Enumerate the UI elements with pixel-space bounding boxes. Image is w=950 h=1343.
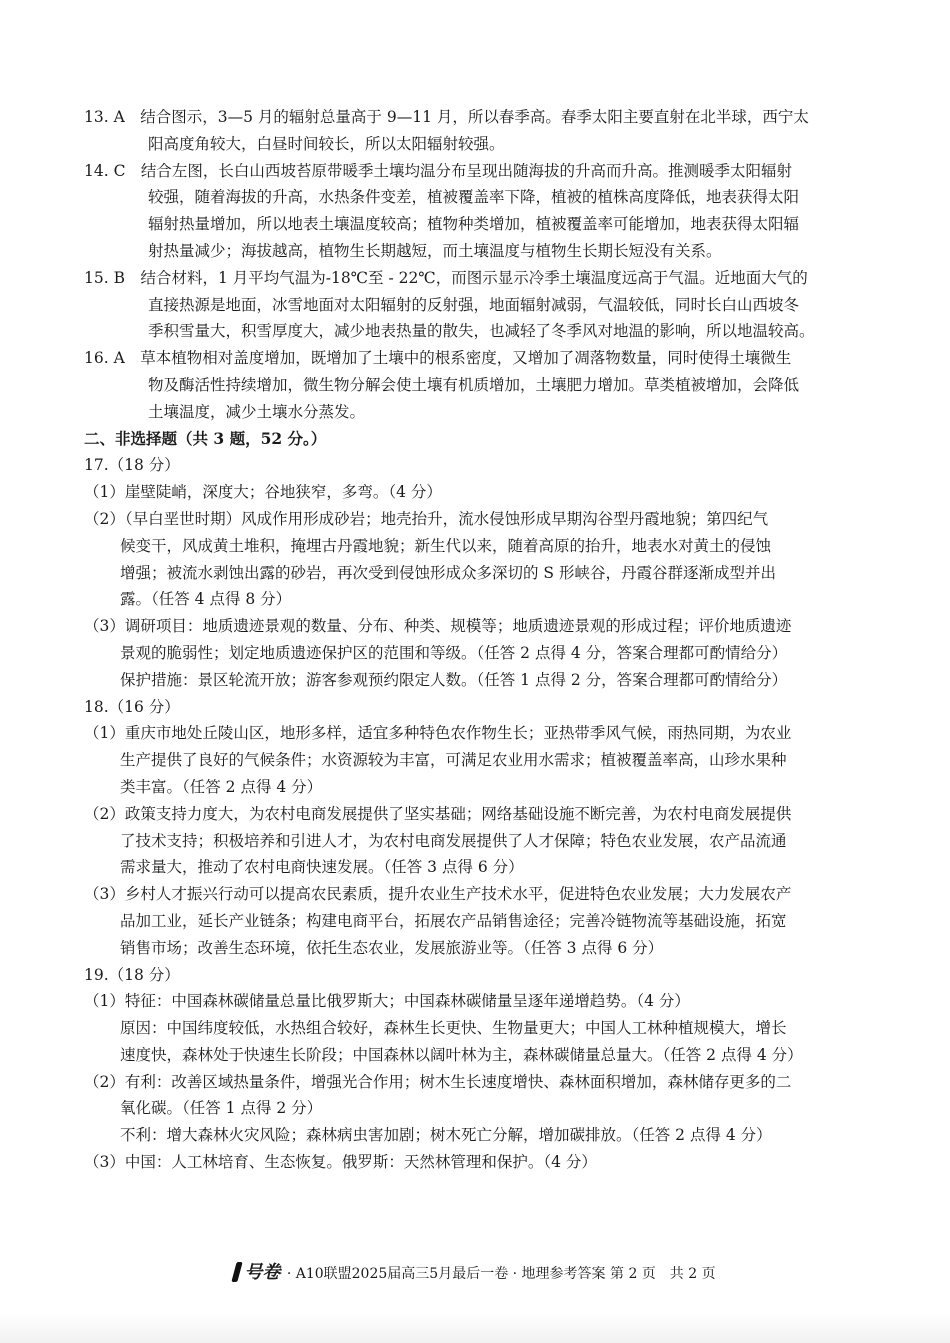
answer-15-line-3: 季积雪量大，积雪厚度大，减少地表热量的散失，也减轻了冬季风对地温的影响，所以地温较高。: [148, 322, 815, 341]
page-footer: [0, 1258, 950, 1284]
answer-14-line-3: 辐射热量增加，所以地表土壤温度较高；植物种类增加，植被覆盖率可能增加，地表获得太阳辐: [148, 215, 800, 234]
brand-logo-icon: [232, 1262, 243, 1282]
q19-part2-line-2: 氧化碳。（任答 1 点得 2 分）: [120, 1099, 323, 1118]
q17-part1: （1）崖壁陡峭，深度大；谷地狭窄，多弯。（4 分）: [84, 483, 442, 502]
answer-16-line-1: 16. A 草本植物相对盖度增加，既增加了土壤中的根系密度，又增加了凋落物数量，同时使得土壤微生: [84, 349, 792, 368]
answer-14-line-2: 较强，随着海拔的升高，水热条件变差，植被覆盖率下降，植被的植株高度降低，地表获得太阳: [148, 188, 800, 207]
section-heading: 二、非选择题（共 3 题，52 分。）: [84, 428, 327, 448]
q17-part2-line-2: 候变干，风成黄土堆积，掩埋古丹霞地貌；新生代以来，随着高原的抬升，地表水对黄土的侵蚀: [120, 536, 772, 555]
q18-part3-line-1: （3）乡村人才振兴行动可以提高农民素质，提升农业生产技术水平，促进特色农业发展；大力发展农产: [84, 885, 792, 904]
scan-bottom-edge: [0, 1313, 950, 1343]
q18-part2-line-3: 需求量大，推动了农村电商快速发展。（任答 3 点得 6 分）: [120, 858, 524, 877]
answer-16-line-2: 物及酶活性持续增加，微生物分解会使土壤有机质增加，土壤肥力增加。草类植被增加，会降低: [148, 375, 800, 394]
question-19-heading: 19.（18 分）: [84, 965, 180, 984]
answer-15-line-1: 15. B 结合材料，1 月平均气温为-18℃至 - 22℃，而图示显示冷季土壤温度远高于气温。近地面大气的: [84, 268, 808, 287]
q18-part2-line-2: 了技术支持；积极培养和引进人才，为农村电商发展提供了人才保障；特色农业发展，农产品流通: [120, 831, 787, 850]
q18-part2-line-1: （2）政策支持力度大，为农村电商发展提供了坚实基础；网络基础设施不断完善，为农村电商发展提供: [84, 804, 792, 823]
q17-part2-line-3: 增强；被流水剥蚀出露的砂岩，再次受到侵蚀形成众多深切的 S 形峡谷，丹霞谷群逐渐成型并出: [120, 563, 776, 582]
answer-16-line-3: 土壤温度，减少土壤水分蒸发。: [148, 402, 366, 421]
q17-part3-line-3: 保护措施：景区轮流开放；游客参观预约限定人数。（任答 1 点得 2 分，答案合理都可酌情给分）: [120, 670, 788, 689]
question-17-heading: 17.（18 分）: [84, 456, 180, 475]
q19-part3: （3）中国：人工林培育、生态恢复。俄罗斯：天然林管理和保护。（4 分）: [84, 1153, 597, 1172]
q19-part1-line-3: 速度快，森林处于快速生长阶段；中国森林以阔叶林为主，森林碳储量总量大。（任答 2 点得 4 分）: [120, 1045, 803, 1064]
q17-part3-line-2: 景观的脆弱性；划定地质遗迹保护区的范围和等级。（任答 2 点得 4 分，答案合理都可酌情给分）: [120, 643, 788, 662]
question-18-heading: 18.（16 分）: [84, 697, 180, 716]
brand-logo-text: 号卷: [244, 1262, 281, 1283]
q19-part1-line-2: 原因：中国纬度较低，水热组合较好，森林生长更快、生物量更大；中国人工林种植规模大，增长: [120, 1019, 787, 1038]
q18-part1-line-3: 类丰富。（任答 2 点得 4 分）: [120, 777, 323, 796]
answer-15-line-2: 直接热源是地面，冰雪地面对太阳辐射的反射强，地面辐射减弱，气温较低，同时长白山西坡冬: [148, 295, 800, 314]
answer-key-body: [84, 104, 864, 1176]
answer-13-line-1: 13. A 结合图示，3—5 月的辐射总量高于 9—11 月，所以春季高。春季太阳主要直射在北半球，西宁太: [84, 108, 809, 126]
q18-part1-line-1: （1）重庆市地处丘陵山区，地形多样，适宜多种特色农作物生长；亚热带季风气候，雨热同期，为农业: [84, 724, 792, 743]
answer-14-line-4: 射热量减少；海拔越高，植物生长期越短，而土壤温度与植物生长期长短没有关系。: [148, 241, 722, 260]
q17-part2-line-4: 露。（任答 4 点得 8 分）: [120, 590, 292, 609]
q19-part2-line-3: 不利：增大森林火灾风险；森林病虫害加剧；树木死亡分解，增加碳排放。（任答 2 点得 4 分）: [120, 1126, 772, 1145]
q18-part3-line-2: 品加工业，延长产业链条；构建电商平台，拓展农产品销售途径；完善冷链物流等基础设施，拓宽: [120, 911, 787, 930]
answer-14-line-1: 14. C 结合左图，长白山西坡苔原带暖季土壤均温分布呈现出随海拔的升高而升高。推测暖季太阳辐射: [84, 161, 792, 180]
q18-part3-line-3: 销售市场；改善生态环境，依托生态农业，发展旅游业等。（任答 3 点得 6 分）: [120, 938, 664, 957]
q17-part3-line-1: （3）调研项目：地质遗迹景观的数量、分布、种类、规模等；地质遗迹景观的形成过程；评价地质遗迹: [84, 617, 792, 636]
q19-part1-line-1: （1）特征：中国森林碳储量总量比俄罗斯大；中国森林碳储量呈逐年递增趋势。（4 分）: [84, 992, 690, 1011]
answer-13-line-2: 阳高度角较大，白昼时间较长，所以太阳辐射较强。: [148, 134, 505, 153]
footer-text: · A10联盟2025届高三5月最后一卷 · 地理参考答案 第 2 页 共 2 页: [286, 1266, 716, 1282]
q17-part2-line-1: （2）（早白垩世时期）风成作用形成砂岩；地壳抬升，流水侵蚀形成早期沟谷型丹霞地貌；第四纪气: [84, 509, 769, 528]
q19-part2-line-1: （2）有利：改善区域热量条件，增强光合作用；树木生长速度增快、森林面积增加，森林储存更多的二: [84, 1072, 792, 1091]
q18-part1-line-2: 生产提供了良好的气候条件；水资源较为丰富，可满足农业用水需求；植被覆盖率高，山珍水果种: [120, 751, 787, 770]
